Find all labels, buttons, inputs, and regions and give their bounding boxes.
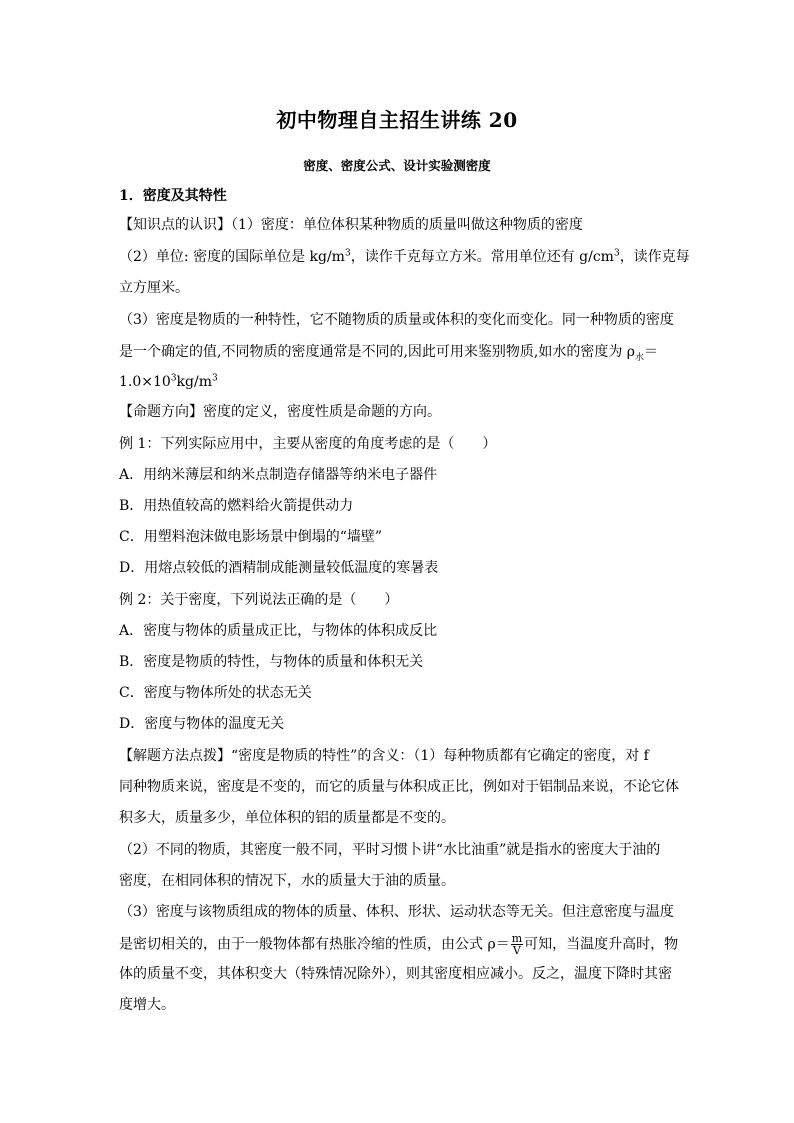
- example2-question: 例 2：关于密度，下列说法正确的是（ ）: [119, 592, 399, 608]
- knowledge-line-5: [119, 342, 658, 362]
- example1-option-a: A．用纳米薄层和纳米点制造存储器等纳米电子器件: [119, 467, 438, 483]
- method-line-6: （3）密度与该物质组成的物体的质量、体积、形状、运动状态等无关。但注意密度与温度: [119, 904, 674, 920]
- method-line-8: 体的质量不变，其体积变大（特殊情况除外），则其密度相应减小。反之，温度下降时其密: [119, 966, 672, 982]
- example2-option-d: D．密度与物体的温度无关: [119, 716, 285, 732]
- knowledge-line-6-sup2: 3: [211, 373, 218, 384]
- knowledge-line-5-c: ＝: [644, 344, 659, 360]
- knowledge-line-6-a: 1.0×10: [119, 374, 171, 390]
- section-heading: 1．密度及其特性: [119, 188, 227, 204]
- example1-question: 例 1：下列实际应用中，主要从密度的角度考虑的是（ ）: [119, 436, 497, 452]
- knowledge-line-2-a: （2）单位: 密度的国际单位是 kg/m: [119, 249, 345, 265]
- knowledge-line-2: [119, 247, 690, 267]
- knowledge-line-4: （3）密度是物质的一种特性，它不随物质的质量或体积的变化而变化。同一种物质的密度: [119, 312, 674, 328]
- knowledge-line-6-sup1: 3: [170, 373, 177, 384]
- knowledge-line-6-c: kg/m: [176, 374, 212, 390]
- knowledge-line-3: 立方厘米。: [119, 280, 189, 296]
- knowledge-line-2-sup2: 3: [613, 248, 620, 259]
- knowledge-line-5-sub: 水: [635, 352, 645, 363]
- page-subtitle: 密度、密度公式、设计实验测密度: [303, 158, 491, 173]
- example1-option-b: B．用热值较高的燃料给火箭提供动力: [119, 498, 354, 514]
- method-line-5: 密度，在相同体积的情况下，水的质量大于油的质量。: [119, 873, 455, 889]
- method-line-2: 同种物质来说，密度是不变的，而它的质量与体积成正比，例如对于铝制品来说，不论它体: [119, 779, 679, 795]
- knowledge-line-2-e: ，读作克每: [619, 249, 690, 265]
- method-line-9: 度增大。: [119, 997, 175, 1013]
- direction-line: 【命题方向】密度的定义，密度性质是命题的方向。: [119, 404, 441, 420]
- fraction-denominator: V: [512, 944, 521, 957]
- example2-option-a: A．密度与物体的质量成正比，与物体的体积成反比: [119, 623, 438, 639]
- knowledge-line-5-a: 是一个确定的值,不同物质的密度通常是不同的,因此可用来鉴别物质,如水的密度为 ρ: [119, 344, 636, 360]
- knowledge-line-2-c: ，读作千克每立方米。常用单位还有 g/cm: [350, 249, 614, 265]
- knowledge-line-2-sup1: 3: [344, 248, 351, 259]
- fraction-numerator: m: [511, 932, 523, 945]
- example1-option-d: D．用熔点较低的酒精制成能测量较低温度的寒暑表: [119, 560, 439, 576]
- method-line-7-b: 可知，当温度升高时，物: [524, 936, 679, 953]
- page-title: 初中物理自主招生讲练 20: [276, 108, 518, 132]
- example2-option-c: C．密度与物体所处的状态无关: [119, 685, 312, 701]
- method-line-4: （2）不同的物质，其密度一般不同，平时习惯卜讲“水比油重”就是指水的密度大于油的: [119, 842, 661, 858]
- density-formula-fraction: [511, 933, 523, 956]
- method-line-3: 积多大，质量多少，单位体积的铝的质量都是不变的。: [119, 810, 455, 826]
- method-line-1: 【解题方法点拨】“密度是物质的特性”的含义：（1）每种物质都有它确定的密度，对 f: [119, 748, 649, 764]
- knowledge-line-6: [119, 372, 218, 392]
- knowledge-line-1: 【知识点的认识】（1）密度：单位体积某种物质的质量叫做这种物质的密度: [119, 217, 583, 233]
- method-line-7-a: 是密切相关的，由于一般物体都有热胀冷缩的性质，由公式 ρ＝: [119, 936, 510, 953]
- method-line-7: [119, 933, 678, 956]
- example2-option-b: B．密度是物质的特性，与物体的质量和体积无关: [119, 654, 424, 670]
- example1-option-c: C．用塑料泡沫做电影场景中倒塌的“墙壁”: [119, 529, 383, 545]
